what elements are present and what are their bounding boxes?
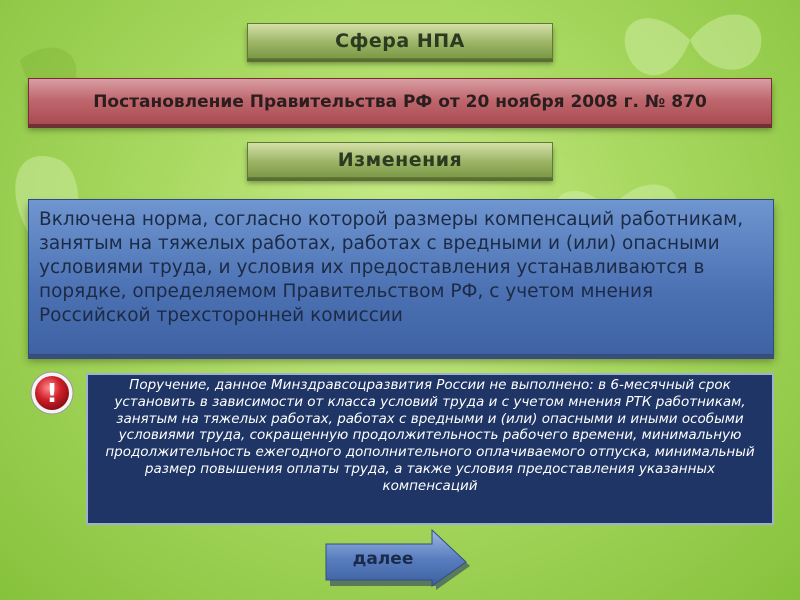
sphere-header-label: Сфера НПА: [335, 30, 465, 52]
resolution-title-text: Постановление Правительства РФ от 20 ноября 2008 г. № 870: [93, 91, 707, 112]
sphere-header: [247, 23, 553, 59]
alert-exclamation-icon: [29, 370, 75, 416]
unfulfilled-order-box: [86, 373, 774, 525]
changes-header-label: Изменения: [337, 149, 463, 171]
norm-description-text: Включена норма, согласно которой размеры компенсаций работникам, занятым на тяжелых работах, работах с вредными и (или) опасными условиями труда, и условия их предоставления устанавливаются в порядке, определяемом Правительством РФ, с учетом мнения Российской трехсторонней комиссии: [39, 209, 744, 326]
next-button-label: далее: [352, 549, 414, 569]
resolution-title-banner: [28, 78, 772, 125]
unfulfilled-order-text: Поручение, данное Минздравсоцразвития России не выполнено: в 6-месячный срок установить в зависимости от класса условий труда и с учетом мнения РТК работникам, занятым на тяжелых работах, работах с вредными и (или) опасными и иными особыми условиями труда, сокращенную продолжительность рабочего времени, минимальную продолжительность ежегодного дополнительного оплачиваемого отпуска, минимальный размер повышения оплаты труда, а также условия предоставления указанных компенсаций: [105, 377, 755, 494]
alert-glyph: !: [46, 379, 58, 409]
changes-header: [247, 142, 553, 178]
next-button[interactable]: [324, 528, 476, 590]
norm-description-box: [28, 199, 774, 355]
